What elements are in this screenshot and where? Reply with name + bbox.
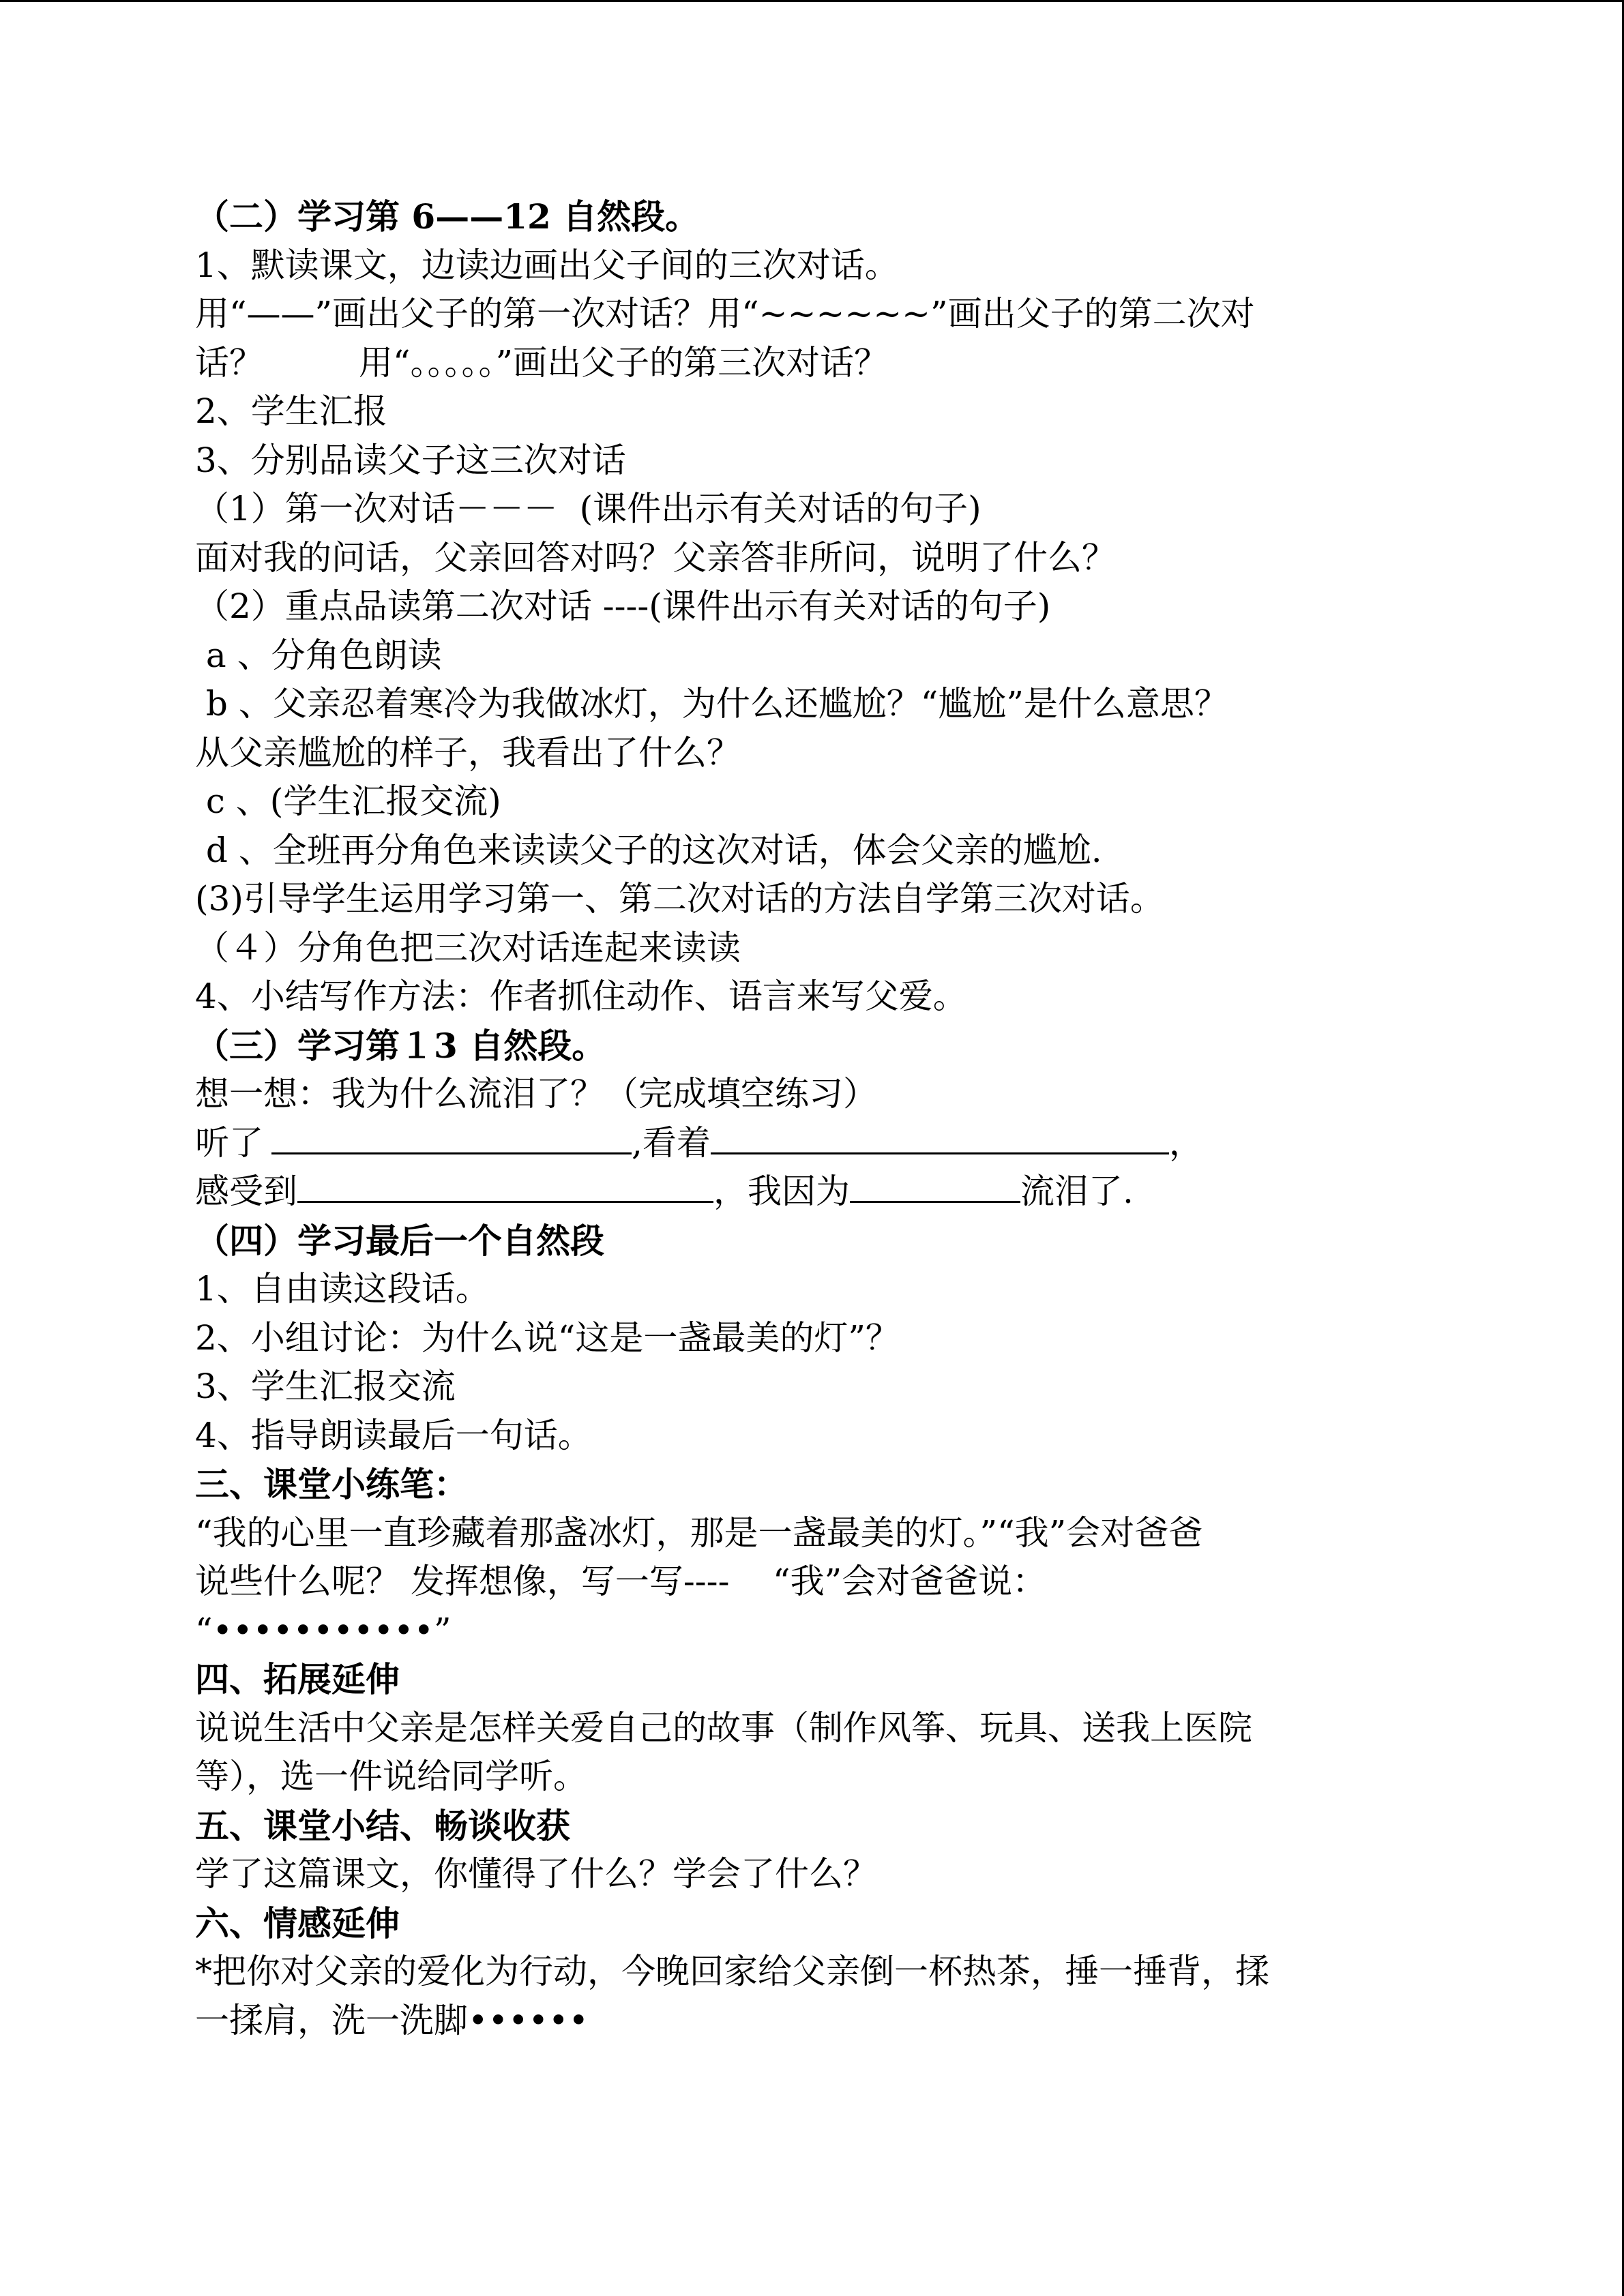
text-line: 3、学生汇报交流 [195,1367,456,1406]
text-fragment: 用“。。。。。”画出父子的第三次对话？ [359,342,889,383]
text-line: b 、父亲忍着寒冷为我做冰灯，为什么还尴尬？“尴尬”是什么意思？ [195,684,1228,724]
text-line: *把你对父亲的爱化为行动，今晚回家给父亲倒一杯热茶，捶一捶背，揉 [195,1952,1269,1991]
text-line: 等），选一件说给同学听。 [195,1757,587,1796]
text-fragment: ， [1168,1122,1203,1163]
fill-blank[interactable] [297,1168,713,1203]
text-line: 4、小结写作方法：作者抓住动作、语言来写父爱。 [195,976,967,1016]
text-line: 2、学生汇报 [195,391,387,431]
text-line: 2、小组讨论：为什么说“这是一盏最美的灯”？ [195,1317,900,1358]
fill-blank-line [195,1119,1464,1168]
text-line: （４）分角色把三次对话连起来读读 [195,927,741,968]
section-heading-4: （四）学习最后一个自然段 [195,1220,604,1261]
fill-blank[interactable] [271,1120,632,1154]
text-fragment: 话？ [195,342,263,383]
text-fragment: ,看着 [632,1122,711,1163]
text-line: 3、分别品读父子这三次对话 [195,440,626,480]
text-line: a 、分角色朗读 [195,635,442,675]
text-line: c 、(学生汇报交流) [195,781,501,821]
text-fragment: 听了 [195,1122,263,1163]
text-line: 想一想：我为什么流泪了？（完成填空练习） [195,1074,877,1114]
text-line: “我的心里一直珍藏着那盏冰灯，那是一盏最美的灯。”“我”会对爸爸 [195,1512,1203,1553]
text-line: “•••••••••••” [195,1610,452,1650]
text-line: 一揉肩，洗一洗脚•••••• [195,2000,589,2040]
text-fragment: 流泪了. [1020,1172,1134,1211]
text-fragment: 感受到 [195,1172,297,1211]
section-heading-extension: 四、拓展延伸 [195,1659,400,1699]
section-heading-emotion: 六、情感延伸 [195,1903,400,1943]
text-line: （1）第一次对话－－－ (课件出示有关对话的句子) [195,489,981,528]
text-fragment: ，我因为 [713,1172,850,1211]
text-line: 1、默读课文，边读边画出父子间的三次对话。 [195,245,899,285]
text-line: (3)引导学生运用学习第一、第二次对话的方法自学第三次对话。 [195,879,1164,919]
text-line: 面对我的问话，父亲回答对吗？父亲答非所问，说明了什么？ [195,537,1116,578]
section-heading-3: （三）学习第１3 自然段。 [195,1025,606,1066]
text-line: d 、全班再分角色来读读父子的这次对话，体会父亲的尴尬. [195,830,1102,870]
text-line: 学了这篇课文，你懂得了什么？学会了什么？ [195,1854,877,1894]
text-line: 4、指导朗读最后一句话。 [195,1415,592,1455]
text-line: 从父亲尴尬的样子，我看出了什么？ [195,732,741,773]
text-line: 1、自由读这段话。 [195,1269,490,1309]
section-heading-summary: 五、课堂小结、畅谈收获 [195,1805,570,1846]
document-body [195,192,1464,2045]
text-line: （2）重点品读第二次对话 ----(课件出示有关对话的句子) [195,586,1051,626]
text-line: 用“——”画出父子的第一次对话？用“~~~~~~”画出父子的第二次对 [195,294,1255,333]
text-line: 说些什么呢？ 发挥想像，写一写---- “我”会对爸爸说： [195,1562,1047,1601]
text-line: 说说生活中父亲是怎样关爱自己的故事（制作风筝、玩具、送我上医院 [195,1708,1252,1748]
fill-blank-line [195,1167,1464,1217]
fill-blank[interactable] [711,1120,1169,1154]
text-line [195,339,1464,388]
section-heading-2: （二）学习第 6——12 自然段。 [195,196,700,237]
section-heading-practice: 三、课堂小练笔： [195,1464,468,1504]
fill-blank[interactable] [850,1168,1020,1203]
